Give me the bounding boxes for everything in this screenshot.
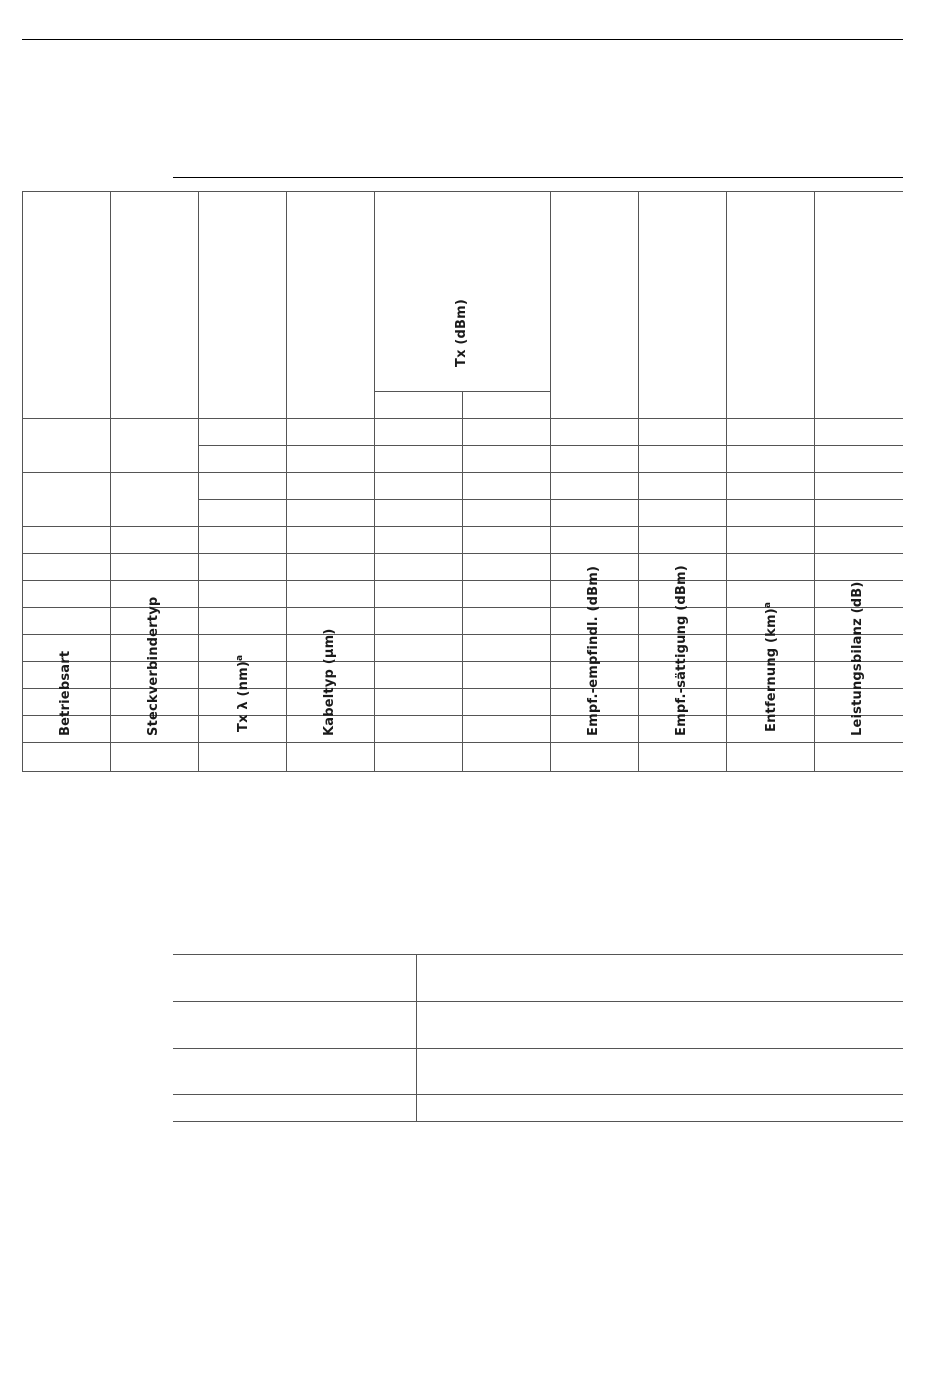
header-bottom-line <box>22 418 903 419</box>
top-rule <box>22 39 903 40</box>
header-betriebsart <box>22 545 110 772</box>
column-line <box>416 954 417 1122</box>
specifications-table <box>22 191 903 772</box>
tx-subheader-line <box>374 391 550 392</box>
header-label: Steckverbindertyp <box>146 596 161 736</box>
row-line <box>198 445 903 446</box>
header-empfindlichkeit <box>550 545 638 772</box>
table-caption-rule <box>173 177 903 178</box>
row-line <box>173 954 903 955</box>
row-line <box>173 1094 903 1095</box>
header-label: Kabeltyp (µm) <box>322 628 337 736</box>
row-line <box>173 1121 903 1122</box>
header-label: Empf.-sättigung (dBm) <box>674 565 689 736</box>
header-text: Entfernung (km) <box>764 607 780 732</box>
row-line <box>22 526 903 527</box>
header-label: Empf.-empfindl. (dBm) <box>586 565 601 736</box>
header-tx-power <box>374 191 550 391</box>
header-entfernung <box>726 545 814 772</box>
row-line <box>173 1048 903 1049</box>
row-line <box>198 499 903 500</box>
header-label: Leistungsbilanz (dB) <box>850 581 865 736</box>
footnote-mark: a <box>762 601 773 608</box>
header-leistungsbilanz <box>814 545 902 772</box>
header-text: Tx λ (nm) <box>236 660 252 732</box>
row-line <box>22 472 903 473</box>
header-label <box>232 654 252 731</box>
footnote-mark: a <box>234 654 245 661</box>
header-label <box>760 601 780 731</box>
header-label: Betriebsart <box>58 650 73 736</box>
header-kabeltyp <box>286 545 374 772</box>
header-label: Tx (dBm) <box>454 298 469 367</box>
row-line <box>173 1001 903 1002</box>
header-saettigung <box>638 545 726 772</box>
header-steckverbindertyp <box>110 545 198 772</box>
secondary-table <box>173 954 903 1122</box>
header-tx-wavelength <box>198 545 286 772</box>
